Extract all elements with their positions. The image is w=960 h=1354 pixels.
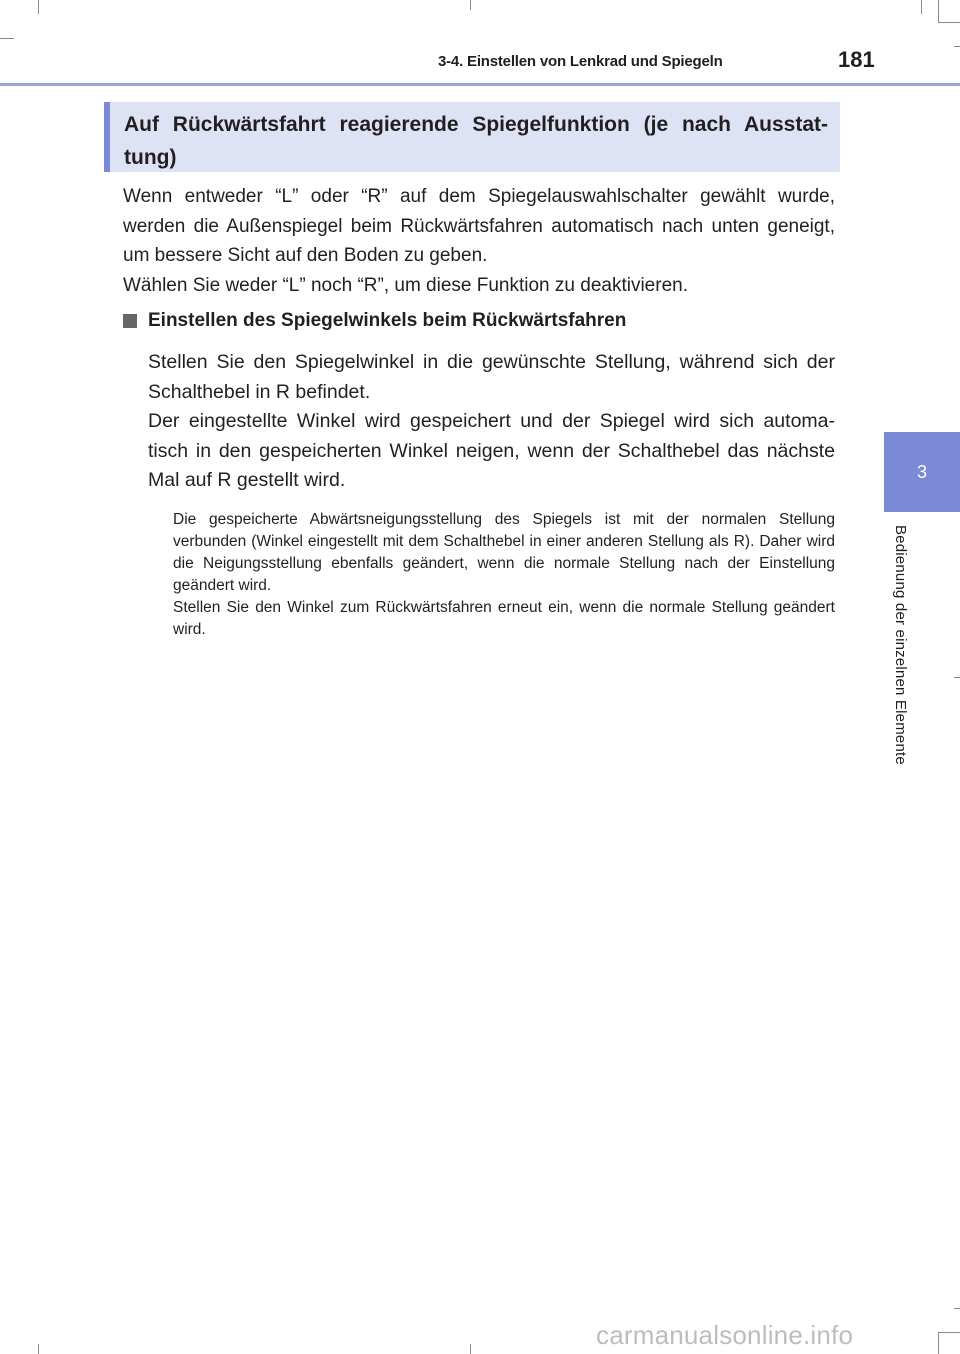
- crop-mark: [954, 677, 960, 678]
- crop-mark: [470, 1344, 471, 1354]
- crop-mark: [954, 1308, 960, 1309]
- note-block: [173, 509, 835, 641]
- intro-paragraph-2: Wählen Sie weder “L” noch “R”, um diese Funktion zu deaktivieren.: [123, 274, 688, 296]
- crop-mark: [470, 0, 471, 10]
- running-header-title: 3-4. Einstellen von Lenkrad und Spiegeln: [438, 53, 723, 70]
- square-bullet-icon: [123, 314, 137, 328]
- crop-mark: [954, 46, 960, 47]
- subsection-heading-text: Einstellen des Spiegelwinkels beim Rückwärtsfahren: [148, 310, 627, 331]
- chapter-tab: [884, 432, 960, 512]
- section-title: Auf Rückwärtsfahrt reagierende Spiegelfunktion (je nach Ausstat-tung): [124, 113, 828, 169]
- subsection-paragraph-2: Der eingestellte Winkel wird gespeichert und der Spiegel wird sich automa-tisch in den gespeicherten Winkel neigen, wenn der Schalthebel das nächste Mal auf R gestellt wird.: [148, 410, 835, 491]
- crop-mark: [938, 22, 960, 23]
- section-heading-box: [104, 102, 840, 172]
- chapter-number: 3: [916, 461, 927, 482]
- section-body: [123, 182, 835, 300]
- crop-mark: [938, 1332, 939, 1354]
- page-number: 181: [838, 47, 875, 72]
- crop-mark: [38, 1344, 39, 1354]
- crop-mark: [938, 1332, 960, 1333]
- watermark: carmanualsonline.info: [596, 1320, 854, 1350]
- note-paragraph-1: Die gespeicherte Abwärtsneigungsstellung des Spiegels ist mit der normalen Stellung verbunden (Winkel eingestellt mit dem Schalthebel in einer anderen Stellung als R). Daher wird die Neigungsstellung ebenfalls geändert, wenn die normale Stellung nach der Einstellung geändert wird.: [173, 511, 835, 594]
- header-rule: [0, 83, 960, 86]
- crop-mark: [921, 0, 922, 14]
- intro-paragraph: Wenn entweder “L” oder “R” auf dem Spiegelauswahlschalter gewählt wurde, werden die Außenspiegel beim Rückwärtsfahren automatisch nach unten geneigt, um bessere Sicht auf den Boden zu geben.: [123, 186, 835, 266]
- note-paragraph-2: Stellen Sie den Winkel zum Rückwärtsfahren erneut ein, wenn die normale Stellung geändert wird.: [173, 599, 835, 638]
- chapter-title-vertical: Bedienung der einzelnen Elemente: [892, 525, 909, 765]
- crop-mark: [938, 0, 939, 22]
- subsection-body: [148, 348, 835, 496]
- crop-mark: [0, 38, 14, 39]
- subsection-heading: [123, 310, 835, 332]
- subsection-paragraph-1: Stellen Sie den Spiegelwinkel in die gewünschte Stellung, während sich der Schalthebel in R befindet.: [148, 351, 835, 403]
- crop-mark: [38, 0, 39, 14]
